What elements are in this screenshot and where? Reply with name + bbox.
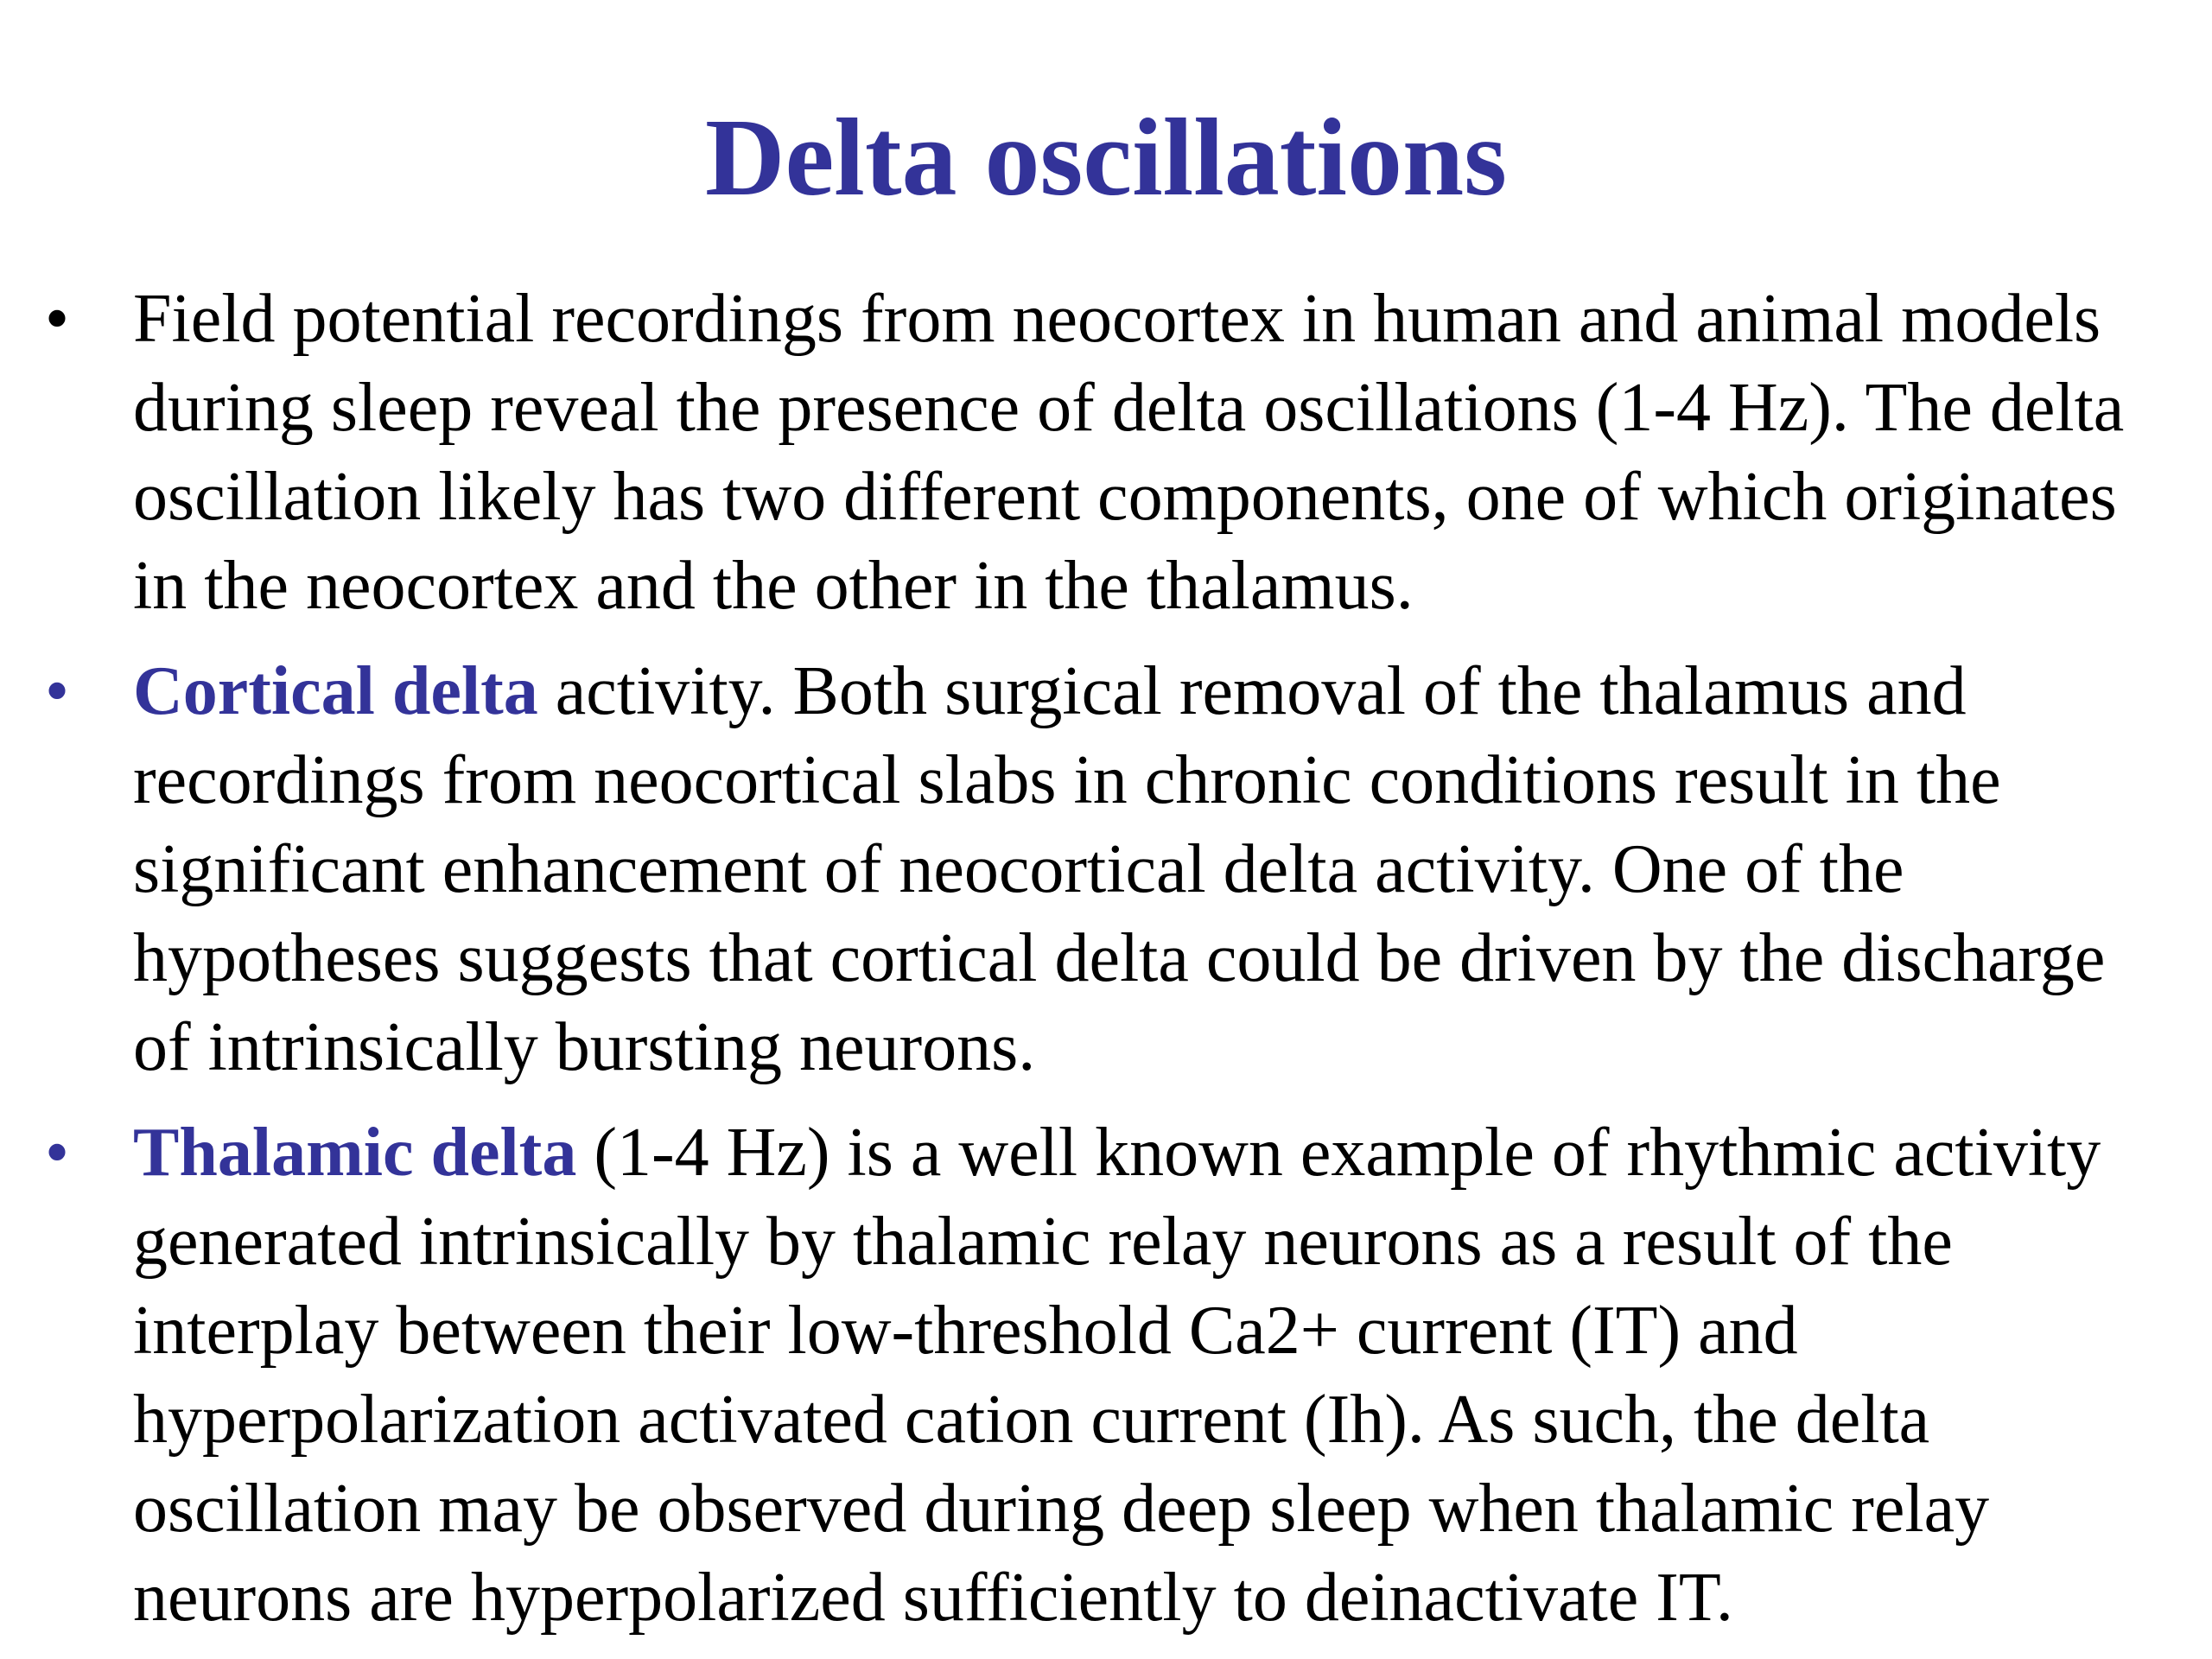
bullet-lead-term: Cortical delta [133,653,538,729]
bullet-item-thalamic-delta [0,1109,2212,1643]
bullet-item-field-potential [0,275,2212,631]
bullet-item-cortical-delta [0,647,2212,1092]
bullet-text: activity. Both surgical removal of the thalamus and recordings from neocortical slabs in chronic conditions result in the significant enhancement of neocortical delta activity. One of the hypotheses suggests that cortical delta could be driven by the discharge of intrinsically bursting neurons. [133,653,2106,1085]
bullet-lead-term: Thalamic delta [133,1115,577,1191]
bullet-dot: • [45,281,70,357]
bullet-dot: • [45,1115,70,1191]
bullet-text: (1-4 Hz) is a well known example of rhythmic activity generated intrinsically by thalamic relay neurons as a result of the interplay between their low-threshold Ca2+ current (IT) and hyperpolarization activated cation current (Ih). As such, the delta oscillation may be observed during deep sleep when thalamic relay neurons are hyperpolarized sufficiently to deinactivate IT. [133,1115,2101,1636]
slide-title: Delta oscillations [705,96,1507,219]
bullet-text: Field potential recordings from neocortex in human and animal models during sleep reveal the presence of delta oscillations (1-4 Hz). The delta oscillation likely has two different components, one of which originates in the neocortex and the other in the thalamus. [133,281,2125,624]
bullet-dot: • [45,653,70,729]
bullet-list [0,275,2212,1659]
